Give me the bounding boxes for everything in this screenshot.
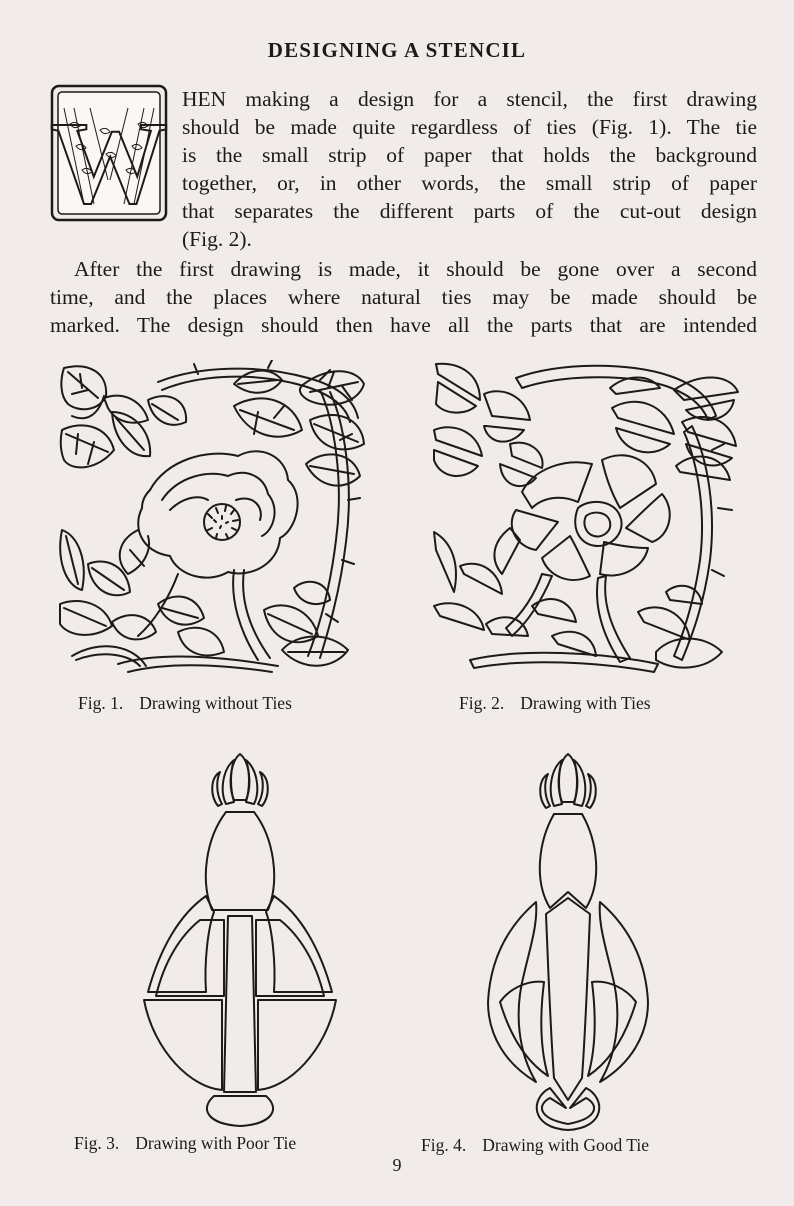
paragraph-1-line-3: is the small strip of paper that holds the background — [182, 143, 757, 167]
figure-3-caption — [74, 1133, 296, 1154]
figure-1-caption-text: Drawing without Ties — [139, 693, 292, 713]
figure-2-number: Fig. 2. — [459, 693, 505, 713]
figure-1-rose-drawing — [58, 360, 368, 675]
paragraph-2-line-2: time, and the places where natural ties may be made should be — [50, 285, 757, 309]
figure-2-caption-text: Drawing with Ties — [520, 693, 651, 713]
paragraph-1-line-4: together, or, in other words, the small strip of paper — [182, 171, 757, 195]
paragraph-1-line-5: that separates the different parts of the cut-out design — [182, 199, 757, 223]
paragraph-2-line-3: marked. The design should then have all the parts that are intended — [50, 313, 757, 337]
figure-4-ornament-good-tie — [466, 752, 676, 1132]
figure-3-ornament-poor-tie — [130, 752, 360, 1127]
page-number: 9 — [392, 1155, 402, 1175]
figure-1-caption — [78, 693, 292, 714]
figure-2-caption — [459, 693, 651, 714]
ornamental-drop-cap — [50, 84, 168, 222]
paragraph-2-line-1: After the first drawing is made, it should be gone over a second — [74, 257, 757, 281]
figure-2-rose-stencil-with-ties — [430, 360, 742, 675]
page-title: DESIGNING A STENCIL — [267, 38, 527, 62]
paragraph-1-line-1: HEN making a design for a stencil, the first drawing — [182, 87, 757, 111]
figure-3-number: Fig. 3. — [74, 1133, 120, 1153]
figure-4-caption-text: Drawing with Good Tie — [482, 1135, 649, 1155]
figure-1-number: Fig. 1. — [78, 693, 124, 713]
drop-cap-letter: W — [50, 97, 168, 222]
paragraph-1-line-6: (Fig. 2). — [182, 227, 252, 251]
paragraph-1-line-2: should be made quite regardless of ties (Fig. 1). The tie — [182, 115, 757, 139]
figure-4-caption — [421, 1135, 649, 1156]
figure-3-caption-text: Drawing with Poor Tie — [135, 1133, 297, 1153]
figure-4-number: Fig. 4. — [421, 1135, 467, 1155]
